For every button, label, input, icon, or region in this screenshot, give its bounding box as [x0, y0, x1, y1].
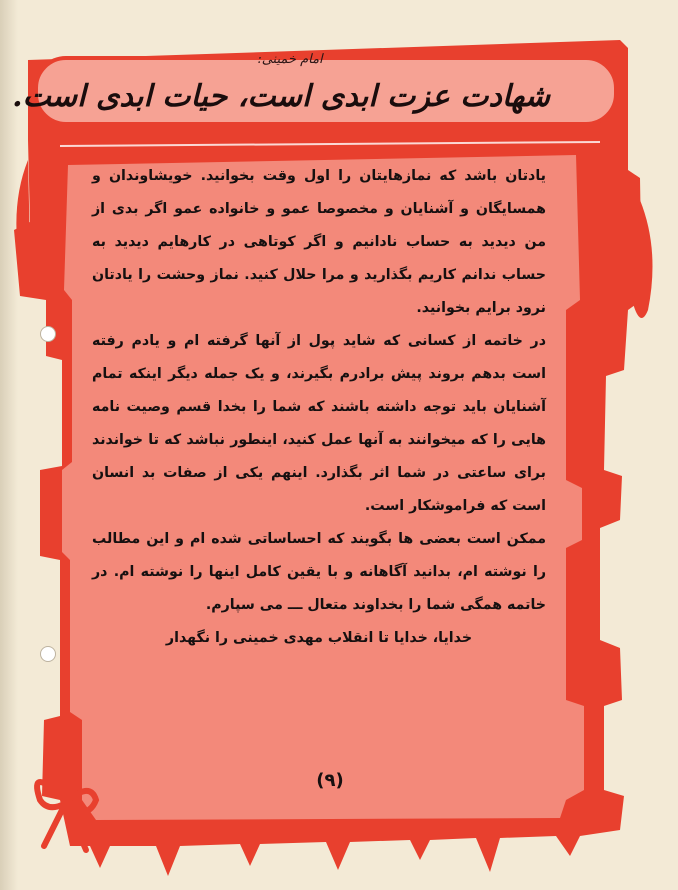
paragraph-1: یادتان باشد که نمازهایتان را اول وقت بخوانید. خویشاوندان و همسایگان و آشنایان و مخصوصا عمو و خانواده عمو اگر بدی از من دیدید به حساب نادانیم و اگر کوتاهی در کارهایم دیدید به حساب ندانم کاریم بگذارید و مرا حلال کنید. نماز وحشت را یادتان نرود برایم بخوانید.: [92, 168, 546, 316]
page-number: (۹): [316, 770, 344, 791]
letter-body: [92, 160, 546, 655]
punch-hole-top: [40, 326, 56, 342]
quote-attribution: امام خمینی:: [257, 52, 323, 67]
paragraph-2: در خاتمه از کسانی که شاید پول از آنها گرفته ام و یادم رفته است بدهم بروند پیش برادرم بگیرند، و یک جمله دیگر اینکه تمام آشنایان باید توجه داشته باشند که شما را بخدا قسم وصیت نامه هایی را که میخوانند به آنها عمل کنید، اینطور نباشد که تا خواندند برای ساعتی در شما اثر بگذارد. اینهم یکی از صفات بد انسان است که فراموشکار است.: [92, 333, 546, 514]
header-quote: شهادت عزت ابدی است، حیات ابدی است.: [12, 79, 550, 114]
paragraph-3: ممکن است بعضی ها بگویند که احساساتی شده ام و این مطالب را نوشته ام، بدانید آگاهانه و با یقین کامل اینها را نوشته ام. در خاتمه همگی شما را بخداوند متعال ـــ می سپارم.: [92, 531, 546, 613]
punch-hole-bottom: [40, 646, 56, 662]
closing-prayer: خدایا، خدایا تا انقلاب مهدی خمینی را نگهدار: [165, 630, 473, 646]
